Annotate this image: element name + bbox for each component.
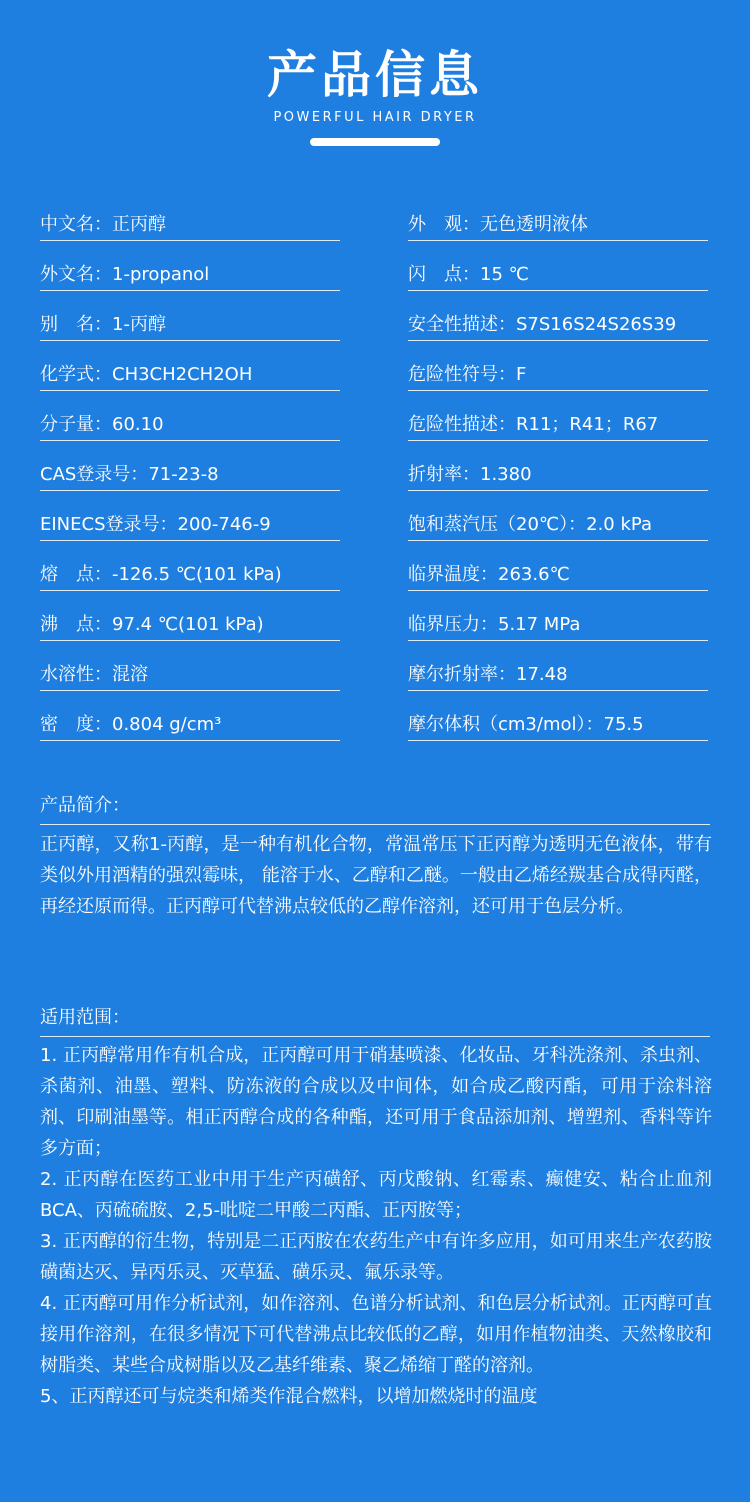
usage-item: 3. 正丙醇的衍生物，特别是二正丙胺在农药生产中有许多应用，如可用来生产农药胺磺菌达灭、异丙乐灵、灭草猛、磺乐灵、氟乐录等。 (40, 1231, 712, 1283)
property-label: 分子量： (40, 414, 112, 435)
property-label: 危险性描述： (408, 414, 516, 435)
property-label: 外 观： (408, 214, 480, 235)
page-subtitle: POWERFUL HAIR DRYER (273, 110, 477, 125)
usage-item: 5、正丙醇还可与烷类和烯类作混合燃料，以增加燃烧时的温度 (40, 1386, 538, 1407)
property-row (408, 200, 708, 241)
property-row (40, 550, 340, 591)
property-value: 97.4 ℃(101 kPa) (112, 614, 264, 635)
usage-item: 1. 正丙醇常用作有机合成，正丙醇可用于硝基喷漆、化妆品、牙科洗涤剂、杀虫剂、杀菌剂、油墨、塑料、防冻液的合成以及中间体，如合成乙酸丙酯，可用于涂料溶剂、印刷油墨等。相正丙醇合成的各种酯，还可用于食品添加剂、增塑剂、香料等许多方面； (40, 1045, 712, 1159)
property-value: 1-丙醇 (112, 314, 166, 335)
property-value: 0.804 g/cm³ (112, 714, 222, 735)
property-value: 1-propanol (112, 264, 210, 285)
property-value: 无色透明液体 (480, 214, 588, 235)
intro-text: 正丙醇，又称1-丙醇，是一种有机化合物，常温常压下正丙醇为透明无色液体，带有类似外用酒精的强烈霉味， 能溶于水、乙醇和乙醚。一般由乙烯经羰基合成得丙醛，再经还原而得。正丙醇可代替沸点较低的乙醇作溶剂，还可用于色层分析。 (40, 834, 712, 917)
property-label: 摩尔折射率： (408, 664, 516, 685)
property-label: CAS登录号： (40, 464, 149, 485)
property-label: 别 名： (40, 314, 112, 335)
page-title: 产品信息 (267, 46, 483, 104)
property-value: -126.5 ℃(101 kPa) (112, 564, 282, 585)
property-value: 71-23-8 (148, 464, 219, 485)
property-label: 外文名： (40, 264, 112, 285)
property-label: EINECS登录号： (40, 514, 178, 535)
property-row (40, 500, 340, 541)
property-label: 中文名： (40, 214, 112, 235)
property-value: 正丙醇 (112, 214, 166, 235)
property-value: 5.17 MPa (498, 614, 581, 635)
property-value: R11；R41；R67 (516, 414, 659, 435)
property-label: 折射率： (408, 464, 480, 485)
property-row (408, 250, 708, 291)
property-label: 饱和蒸汽压（20℃）： (408, 514, 587, 535)
property-label: 密 度： (40, 714, 112, 735)
property-row (408, 600, 708, 641)
property-label: 熔 点： (40, 564, 112, 585)
property-row (408, 400, 708, 441)
property-row (408, 700, 708, 741)
usage-item: 4. 正丙醇可用作分析试剂，如作溶剂、色谱分析试剂、和色层分析试剂。正丙醇可直接用作溶剂，在很多情况下可代替沸点比较低的乙醇，如用作植物油类、天然橡胶和树脂类、某些合成树脂以及乙基纤维素、聚乙烯缩丁醛的溶剂。 (40, 1293, 712, 1376)
property-value: 263.6℃ (498, 564, 570, 585)
property-value: F (516, 364, 527, 385)
property-value: 200-746-9 (177, 514, 271, 535)
property-row (408, 650, 708, 691)
property-label: 临界温度： (408, 564, 498, 585)
property-row (408, 500, 708, 541)
property-label: 水溶性： (40, 664, 112, 685)
property-label: 危险性符号： (408, 364, 516, 385)
property-value: 15 ℃ (480, 264, 529, 285)
title-underline-bar (310, 138, 440, 146)
property-row (408, 300, 708, 341)
usage-heading: 适用范围： (40, 1008, 710, 1037)
property-label: 闪 点： (408, 264, 480, 285)
property-row (408, 550, 708, 591)
property-row (40, 400, 340, 441)
intro-heading: 产品简介： (40, 796, 710, 825)
property-label: 沸 点： (40, 614, 112, 635)
property-value: 60.10 (112, 414, 164, 435)
property-row (40, 700, 340, 741)
property-row (40, 450, 340, 491)
property-label: 安全性描述： (408, 314, 516, 335)
property-row (40, 200, 340, 241)
usage-item: 2. 正丙醇在医药工业中用于生产丙磺舒、丙戊酸钠、红霉素、癫健安、粘合止血剂BCA、丙硫硫胺、2,5-吡啶二甲酸二丙酯、正丙胺等； (40, 1169, 712, 1221)
usage-list (40, 1040, 712, 1412)
property-row (40, 300, 340, 341)
property-label: 临界压力： (408, 614, 498, 635)
property-row (40, 600, 340, 641)
property-value: 1.380 (480, 464, 532, 485)
property-value: 17.48 (516, 664, 568, 685)
property-label: 摩尔体积（cm3/mol）： (408, 714, 604, 735)
property-value: 混溶 (112, 664, 148, 685)
property-row (40, 250, 340, 291)
property-row (408, 350, 708, 391)
property-value: 2.0 kPa (586, 514, 652, 535)
property-value: CH3CH2CH2OH (112, 364, 253, 385)
property-label: 化学式： (40, 364, 112, 385)
property-row (40, 650, 340, 691)
property-value: 75.5 (603, 714, 644, 735)
property-row (408, 450, 708, 491)
property-value: S7S16S24S26S39 (516, 314, 677, 335)
property-row (40, 350, 340, 391)
